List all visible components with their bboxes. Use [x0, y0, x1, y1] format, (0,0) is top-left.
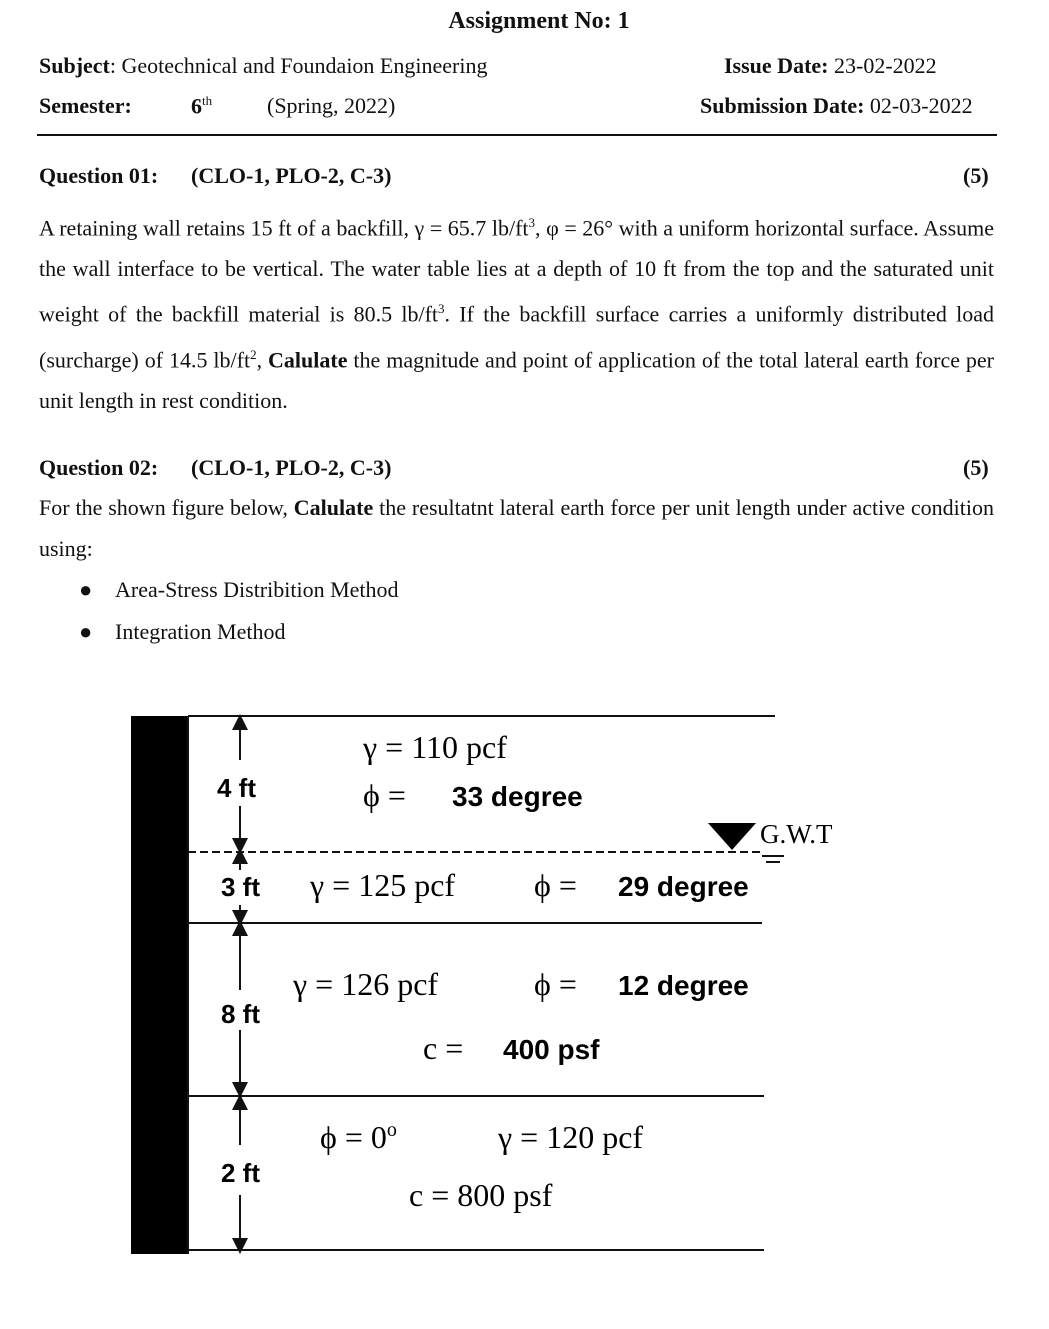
semester-suffix: th [202, 93, 213, 108]
layer3-cohesion: 400 psf [503, 1034, 600, 1065]
layer3-cohesion-symbol: c = [423, 1030, 464, 1066]
issue-date-label: Issue Date: [724, 53, 829, 78]
q1-clo: (CLO-1, PLO-2, C-3) [191, 163, 392, 188]
semester-term: (Spring, 2022) [267, 93, 396, 118]
issue-date-value: 23-02-2022 [828, 53, 937, 78]
layer3-phi-symbol: ϕ = [534, 966, 577, 1002]
q1-sup-3: 2 [250, 347, 257, 363]
layer1-unit-weight: γ = 110 pcf [363, 729, 507, 765]
q1-text-b: , φ = 26° with a uniform horizontal surface. Assume the wall interface to be vertical. The water table lies at a depth of 10 ft from the top and the saturated unit weight of the backfill material is 80.5 lb/ft [39, 215, 995, 327]
q2-bold-verb: Calulate [293, 495, 374, 520]
q1-label: Question 01: [39, 163, 159, 188]
q2-marks: (5) [963, 455, 989, 480]
submission-date-value: 02-03-2022 [864, 93, 973, 118]
bullet-icon: ● [79, 619, 93, 644]
subject-label: Subject [39, 53, 110, 78]
q1-marks: (5) [963, 163, 989, 188]
water-table-triangle-icon [708, 823, 756, 850]
layer1-thickness: 4 ft [217, 773, 256, 803]
layer2-unit-weight: γ = 125 pcf [310, 867, 456, 903]
layer3-unit-weight: γ = 126 pcf [293, 966, 439, 1002]
q1-text-d: , [256, 347, 269, 373]
layer1-friction-angle: 33 degree [452, 781, 583, 812]
q2-clo: (CLO-1, PLO-2, C-3) [191, 455, 392, 480]
bullet-icon: ● [79, 577, 93, 602]
q1-sup-1: 3 [528, 215, 536, 230]
q1-sup-2: 3 [438, 301, 445, 317]
layer4-friction-angle: $\phi = 0^o$ [320, 1119, 397, 1155]
layer2-thickness: 3 ft [221, 872, 260, 902]
semester-num: 6 [191, 93, 202, 119]
layer2-phi-symbol: ϕ = [534, 867, 577, 903]
gwt-label: G.W.T [760, 819, 833, 849]
method-label: Integration Method [115, 619, 286, 644]
method-label: Area-Stress Distribition Method [115, 577, 399, 602]
layer4-thickness: 2 ft [221, 1158, 260, 1188]
assignment-title: Assignment No: 1 [448, 8, 630, 34]
q1-bold-verb: Calulate [268, 347, 348, 373]
layer2-friction-angle: 29 degree [618, 871, 749, 902]
q1-text-c: . If the backfill surface carries a uniformly distributed load (surcharge) of 14.5 lb/ft [39, 301, 994, 373]
layer3-friction-angle: 12 degree [618, 970, 749, 1001]
q2-text-a: For the shown figure below, [39, 495, 294, 520]
q1-text-a: A retaining wall retains 15 ft of a backfill, γ = 65.7 lb/ft [39, 215, 529, 241]
q1-text-e: the magnitude and point of application of the total lateral earth force per unit length in rest condition. [39, 347, 994, 413]
layer4-cohesion: c = 800 psf [409, 1177, 553, 1213]
retaining-wall [131, 716, 188, 1254]
layer3-thickness: 8 ft [221, 999, 260, 1029]
q2-label: Question 02: [39, 455, 159, 480]
semester-label: Semester: [39, 93, 132, 118]
q2-text-b: the resultatnt lateral earth force per unit length under active condition using: [39, 495, 994, 561]
submission-date-label: Submission Date: [700, 93, 865, 118]
subject-value: : Geotechnical and Foundaion Engineering [109, 53, 488, 78]
layer4-unit-weight: γ = 120 pcf [498, 1119, 644, 1155]
layer1-phi-symbol: ϕ = [363, 777, 406, 813]
